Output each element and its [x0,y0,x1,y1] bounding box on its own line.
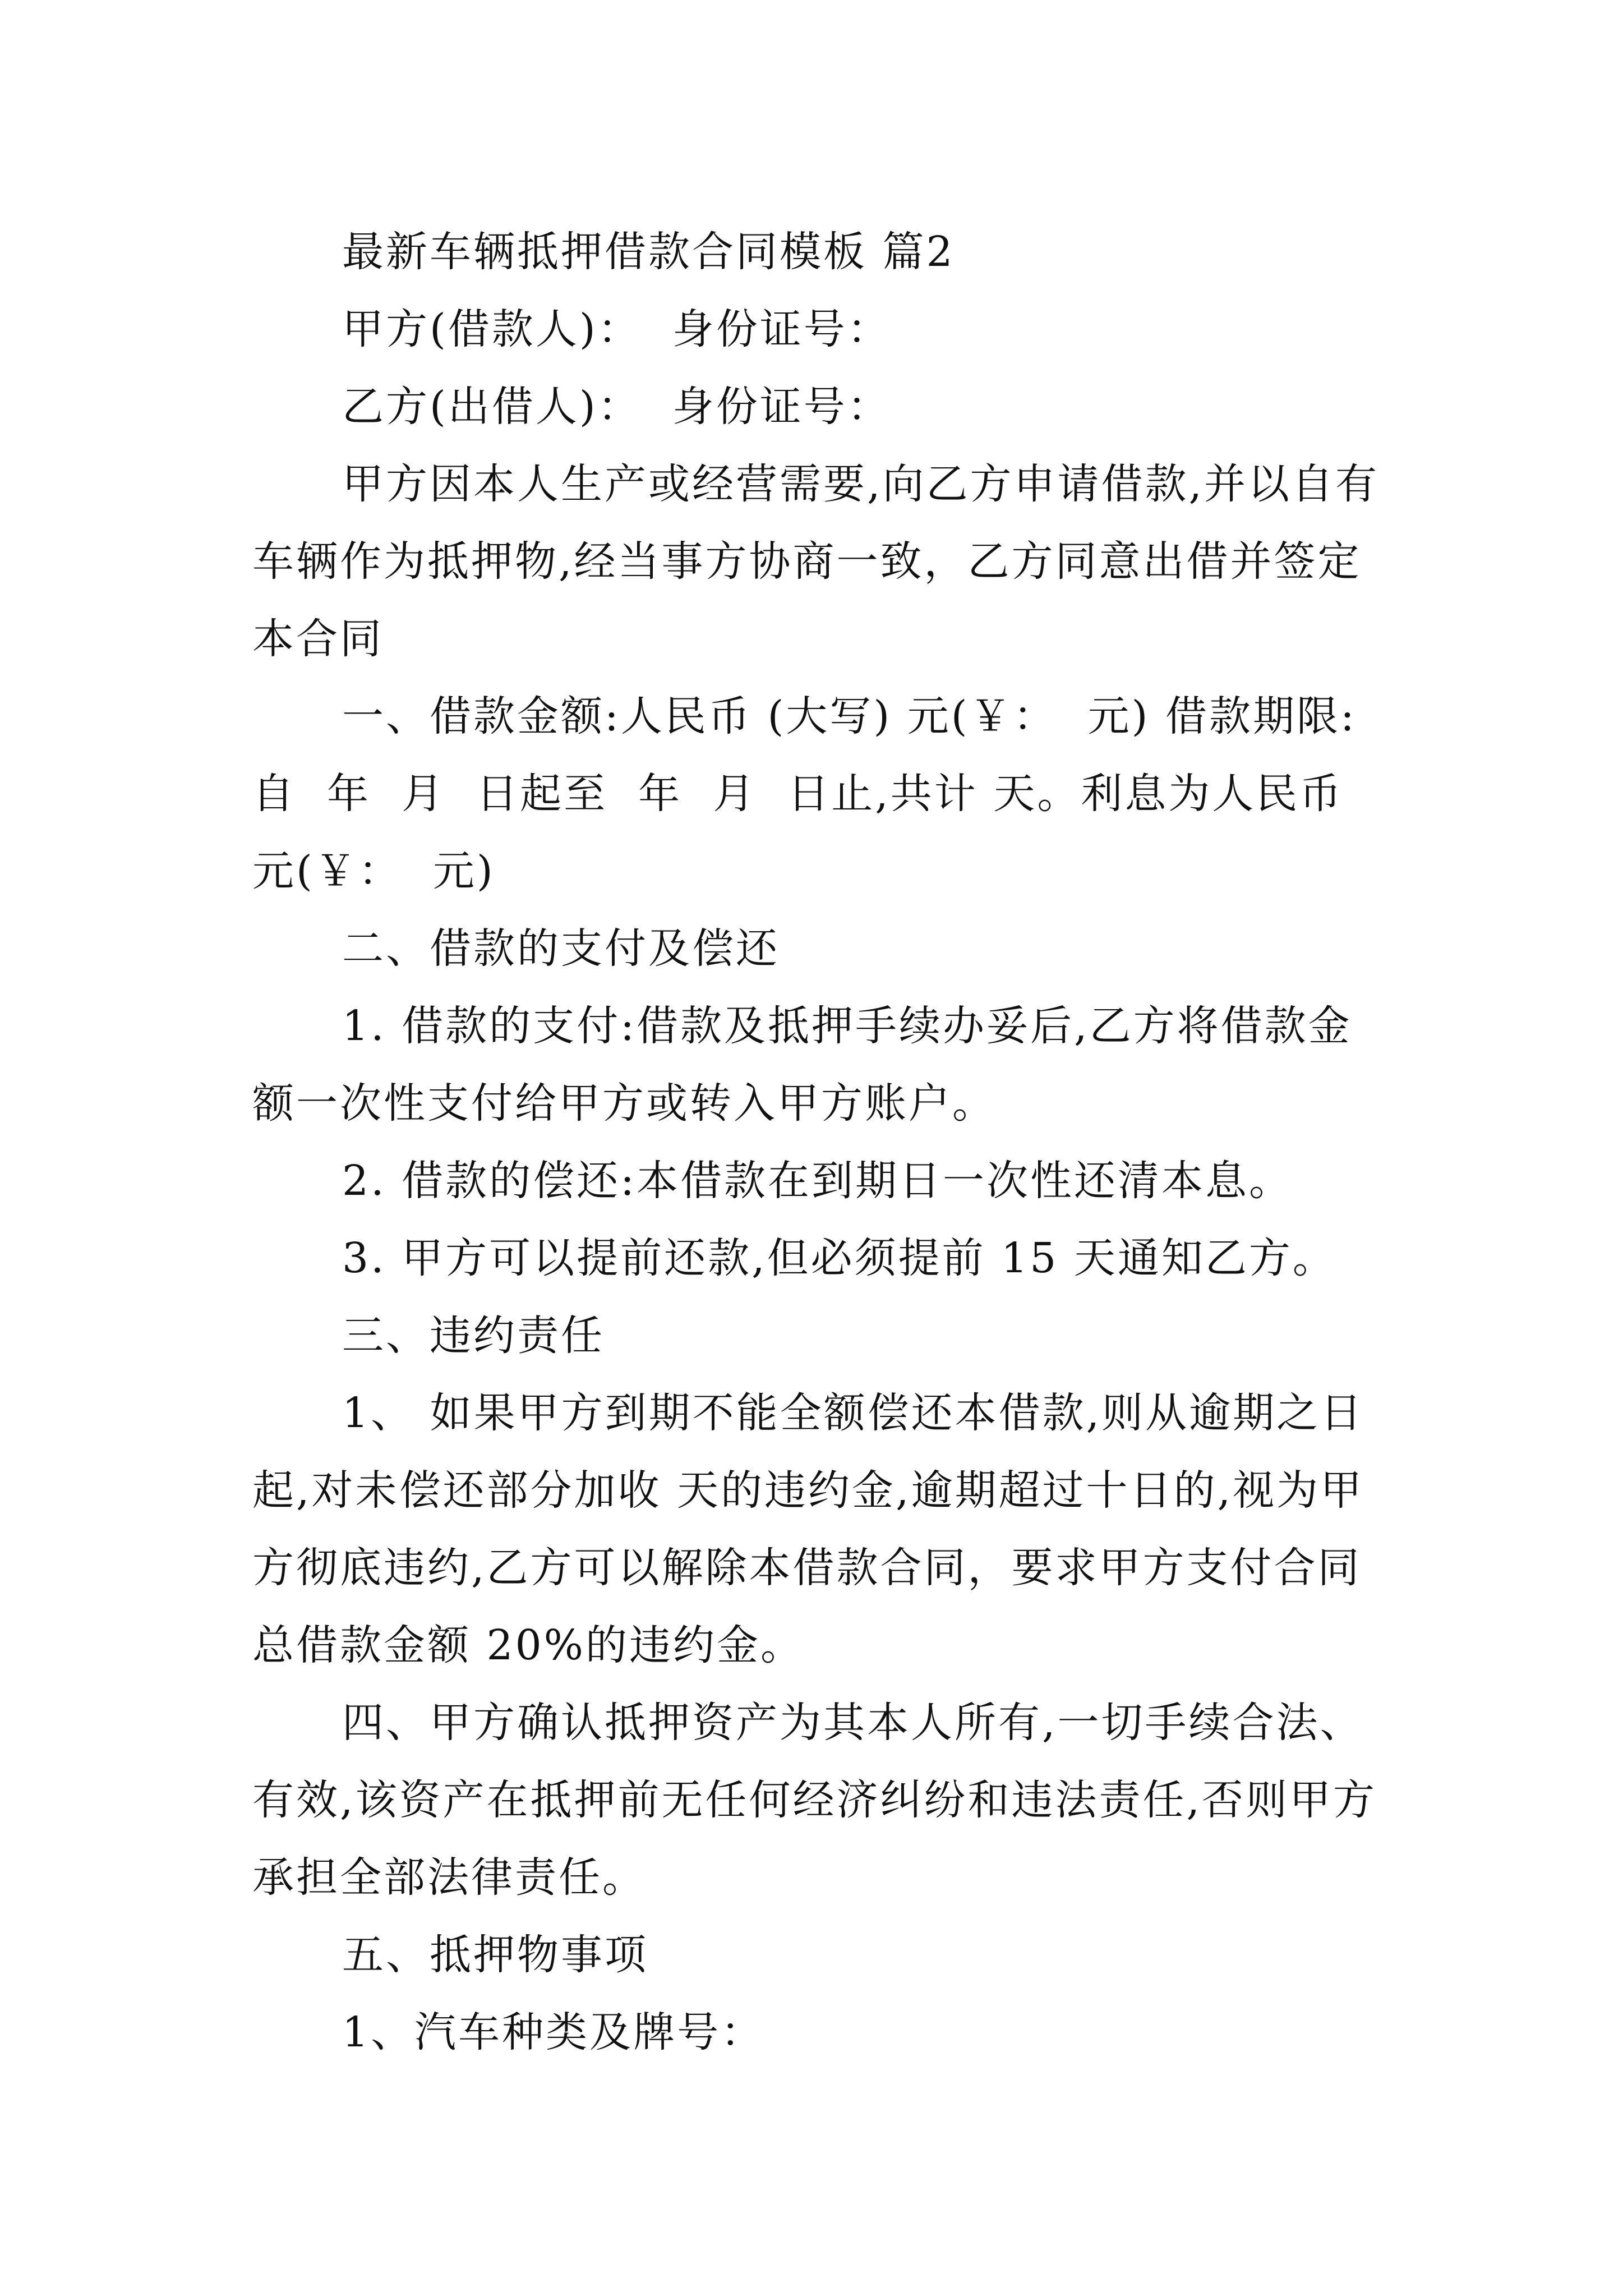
section-2-item-2: 2. 借款的偿还:本借款在到期日一次性还清本息。 [342,1157,1293,1205]
section-1-loan-amount: 一、借款金额:人民币 (大写) 元(￥： 元) 借款期限:自 年 月 日起至 年 月 日止,共计 天。利息为人民币 元(￥： 元) [252,692,1359,895]
party-b-line: 乙方(出借人)： 身份证号： [342,383,891,431]
section-2-item-1: 1. 借款的支付:借款及抵押手续办妥后,乙方将借款金额一次性支付给甲方或转入甲方账户。 [252,1002,1352,1128]
party-a-line: 甲方(借款人)： 身份证号： [342,305,891,353]
section-5-item-1: 1、汽车种类及牌号： [342,2008,765,2056]
document-title: 最新车辆抵押借款合同模板 篇2 [342,228,955,276]
document-body [252,213,1391,2071]
section-5-title: 五、抵押物事项 [342,1931,648,1979]
section-3-item-1: 1、 如果甲方到期不能全额偿还本借款,则从逾期之日起,对未偿还部分加收 天的违约金,逾期超过十日的,视为甲方彻底违约,乙方可以解除本借款合同，要求甲方支付合同总借款金额 20%的违约金。 [252,1389,1364,1669]
section-2-title: 二、借款的支付及偿还 [342,924,780,973]
section-4-paragraph: 四、甲方确认抵押资产为其本人所有,一切手续合法、有效,该资产在抵押前无任何经济纠纷和违法责任,否则甲方承担全部法律责任。 [252,1699,1377,1902]
section-3-title: 三、违约责任 [342,1312,605,1360]
section-2-item-3: 3. 甲方可以提前还款,但必须提前 15 天通知乙方。 [342,1234,1336,1282]
intro-paragraph: 甲方因本人生产或经营需要,向乙方申请借款,并以自有车辆作为抵押物,经当事方协商一致，乙方同意出借并签定本合同 [252,460,1380,663]
